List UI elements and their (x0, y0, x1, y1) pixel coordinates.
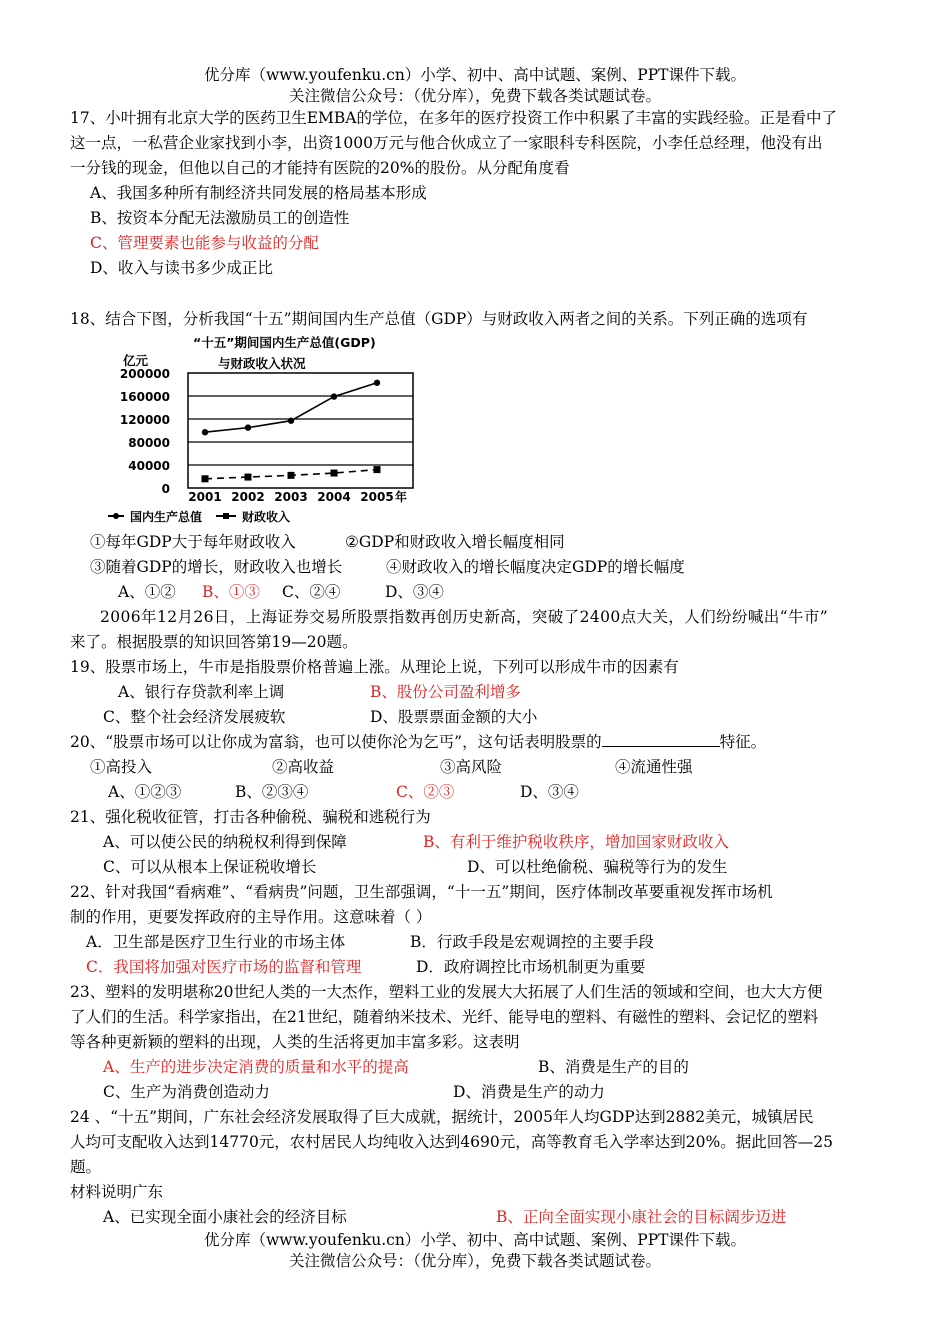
q23-option-c: C、生产为消费创造动力 (103, 1083, 270, 1101)
q20-statement-3: ③高风险 (440, 758, 503, 776)
q20-option-d: D、③④ (520, 783, 579, 801)
q18-statement-4: ④财政收入的增长幅度决定GDP的增长幅度 (386, 558, 685, 576)
q20-statement-1: ①高投入 (90, 758, 153, 776)
q22-option-d: D．政府调控比市场机制更为重要 (416, 958, 646, 976)
q19-option-d: D、股票票面金额的大小 (370, 708, 538, 726)
q22-option-a: A．卫生部是医疗卫生行业的市场主体 (86, 933, 346, 951)
q20-option-a: A、①②③ (108, 783, 182, 801)
q17-stem-1: 17、小叶拥有北京大学的医药卫生EMBA的学位，在多年的医疗投资工作中积累了丰富的实践经验。正是看中了 (70, 109, 837, 127)
y-tick-label: 120000 (119, 413, 170, 427)
q22-option-b: B．行政手段是宏观调控的主要手段 (410, 933, 654, 951)
q24-option-b (496, 1206, 786, 1228)
revenue-data-point (288, 472, 295, 479)
q21-option-d: D、可以杜绝偷税、骗税等行为的发生 (467, 858, 728, 876)
revenue-data-point (331, 470, 338, 477)
revenue-data-point (202, 475, 209, 482)
legend-revenue-label: 财政收入 (242, 510, 291, 523)
q24-stem-1: 24 、“十五”期间，广东社会经济发展取得了巨大成就，据统计，2005年人均GDP达到2882美元，城镇居民 (70, 1108, 814, 1126)
y-tick-label: 160000 (119, 390, 170, 404)
chart-x-suffix: 年 (395, 490, 408, 504)
q17-option-d: D、收入与读书多少成正比 (90, 259, 273, 277)
q23-stem-1: 23、塑料的发明堪称20世纪人类的一大杰作，塑料工业的发展大大拓展了人们生活的领域和空间，也大大方便 (70, 983, 823, 1001)
legend-revenue-marker (223, 513, 229, 519)
y-tick-label: 40000 (128, 459, 170, 473)
gdp-data-point (374, 380, 380, 386)
y-tick-label: 0 (161, 482, 170, 496)
legend-gdp-marker (113, 513, 119, 519)
q18-option-a: A、①② (118, 583, 176, 601)
legend-gdp-label: 国内生产总值 (130, 510, 203, 523)
page-header (0, 65, 950, 107)
q20-option-c: C、②③ (396, 783, 455, 801)
q17-option-b: B、按资本分配无法激励员工的创造性 (90, 209, 350, 227)
footer-line-2: 关注微信公众号：（优分库），免费下载各类试题试卷。 (288, 1252, 661, 1270)
q21-option-c: C、可以从根本上保证税收增长 (103, 858, 317, 876)
revenue-data-point (245, 474, 252, 481)
q20-stem (70, 731, 766, 753)
q20-statement-2: ②高收益 (272, 758, 335, 776)
stock-intro-1: 2006年12月26日，上海证券交易所股票指数再创历史新高，突破了2400点大关，人们纷纷喊出“牛市” (100, 608, 829, 626)
chart-title: “十五”期间国内生产总值(GDP) (193, 335, 376, 350)
q19-option-a: A、银行存贷款利率上调 (118, 683, 285, 701)
gdp-data-point (331, 393, 337, 399)
header-line-2: 关注微信公众号：（优分库），免费下载各类试题试卷。 (288, 87, 661, 105)
q21-option-a: A、可以使公民的纳税权利得到保障 (103, 833, 347, 851)
q20-stem-a: 20、“股票市场可以让你成为富翁，也可以使你沦为乞丐”，这句话表明股票的 (70, 733, 602, 751)
x-tick-label: 2002 (231, 490, 265, 504)
q17-option-c: C、管理要素也能参与收益的分配 (90, 234, 319, 252)
x-tick-label: 2004 (317, 490, 351, 504)
q24-stem-2: 人均可支配收入达到14770元，农村居民人均纯收入达到4690元，高等教育毛入学率达到20%。据此回答—25 (70, 1133, 833, 1151)
q18-statement-3: ③随着GDP的增长，财政收入也增长 (90, 558, 343, 576)
q19-option-c: C、整个社会经济发展疲软 (103, 708, 286, 726)
gdp-revenue-chart (108, 333, 418, 523)
gdp-series-line (205, 383, 377, 432)
q24-option-a: A、已实现全面小康社会的经济目标 (103, 1208, 347, 1226)
x-tick-label: 2003 (274, 490, 308, 504)
q18-option-b: B、①③ (202, 583, 260, 601)
q18-option-c: C、②④ (282, 583, 341, 601)
q24-option-b-text: B、正向全面实现小康社会的目标阔步迈进 (496, 1208, 787, 1226)
stock-intro-2: 来了。根据股票的知识回答第19—20题。 (70, 633, 358, 651)
q20-statement-4: ④流通性强 (615, 758, 693, 776)
q22-option-c: C．我国将加强对医疗市场的监督和管理 (86, 958, 362, 976)
revenue-data-point (374, 466, 381, 473)
q22-stem-2: 制的作用，更要发挥政府的主导作用。这意味着（ ） (70, 908, 432, 926)
q20-stem-b: 特征。 (719, 733, 767, 751)
q18-stem: 18、结合下图，分析我国“十五”期间国内生产总值（GDP）与财政收入两者之间的关系。下列正确的选项有 (70, 310, 808, 328)
q17-option-a: A、我国多种所有制经济共同发展的格局基本形成 (90, 184, 427, 202)
gdp-data-point (288, 418, 294, 424)
x-tick-label: 2005 (360, 490, 394, 504)
y-tick-label: 80000 (128, 436, 170, 450)
page-footer (0, 1230, 950, 1272)
q23-stem-3: 等各种更新颖的塑料的出现，人类的生活将更加丰富多彩。这表明 (70, 1033, 520, 1051)
q17-stem-2: 这一点，一私营企业家找到小李，出资1000万元与他合伙成立了一家眼科专科医院，小李任总经理，他没有出 (70, 134, 823, 152)
header-line-1: 优分库（www.youfenku.cn）小学、初中、高中试题、案例、PPT课件下载。 (203, 66, 747, 84)
x-tick-label: 2001 (188, 490, 222, 504)
footer-line-1: 优分库（www.youfenku.cn）小学、初中、高中试题、案例、PPT课件下载。 (203, 1231, 747, 1249)
chart-y-label: 亿元 (123, 353, 149, 368)
q18-statement-2: ②GDP和财政收入增长幅度相同 (345, 533, 565, 551)
q22-stem-1: 22、针对我国“看病难”、“看病贵”问题，卫生部强调，“十一五”期间，医疗体制改革要重视发挥市场机 (70, 883, 773, 901)
q17-stem-3: 一分钱的现金，但他以自己的才能持有医院的20%的股份。从分配角度看 (70, 159, 570, 177)
q24-material-lead: 材料说明广东 (70, 1183, 164, 1201)
q19-stem: 19、股票市场上，牛市是指股票价格普遍上涨。从理论上说，下列可以形成牛市的因素有 (70, 658, 679, 676)
q20-option-b: B、②③④ (235, 783, 309, 801)
q23-stem-2: 了人们的生活。科学家指出，在21世纪，随着纳米技术、光纤、能导电的塑料、有磁性的塑料、会记忆的塑料 (70, 1008, 819, 1026)
q23-option-a: A、生产的进步决定消费的质量和水平的提高 (103, 1058, 409, 1076)
gdp-data-point (202, 429, 208, 435)
q24-stem-3: 题。 (70, 1158, 102, 1176)
q23-option-b: B、消费是生产的目的 (538, 1058, 689, 1076)
gdp-data-point (245, 424, 251, 430)
q21-stem: 21、强化税收征管，打击各种偷税、骗税和逃税行为 (70, 808, 431, 826)
q23-option-d: D、消费是生产的动力 (453, 1083, 605, 1101)
chart-subtitle: 与财政收入状况 (218, 356, 306, 371)
q19-option-b: B、股份公司盈利增多 (370, 683, 521, 701)
y-tick-label: 200000 (119, 367, 170, 381)
q21-option-b: B、有利于维护税收秩序，增加国家财政收入 (423, 833, 729, 851)
q18-option-d: D、③④ (385, 583, 444, 601)
q20-blank (602, 732, 720, 747)
q18-statement-1: ①每年GDP大于每年财政收入 (90, 533, 296, 551)
